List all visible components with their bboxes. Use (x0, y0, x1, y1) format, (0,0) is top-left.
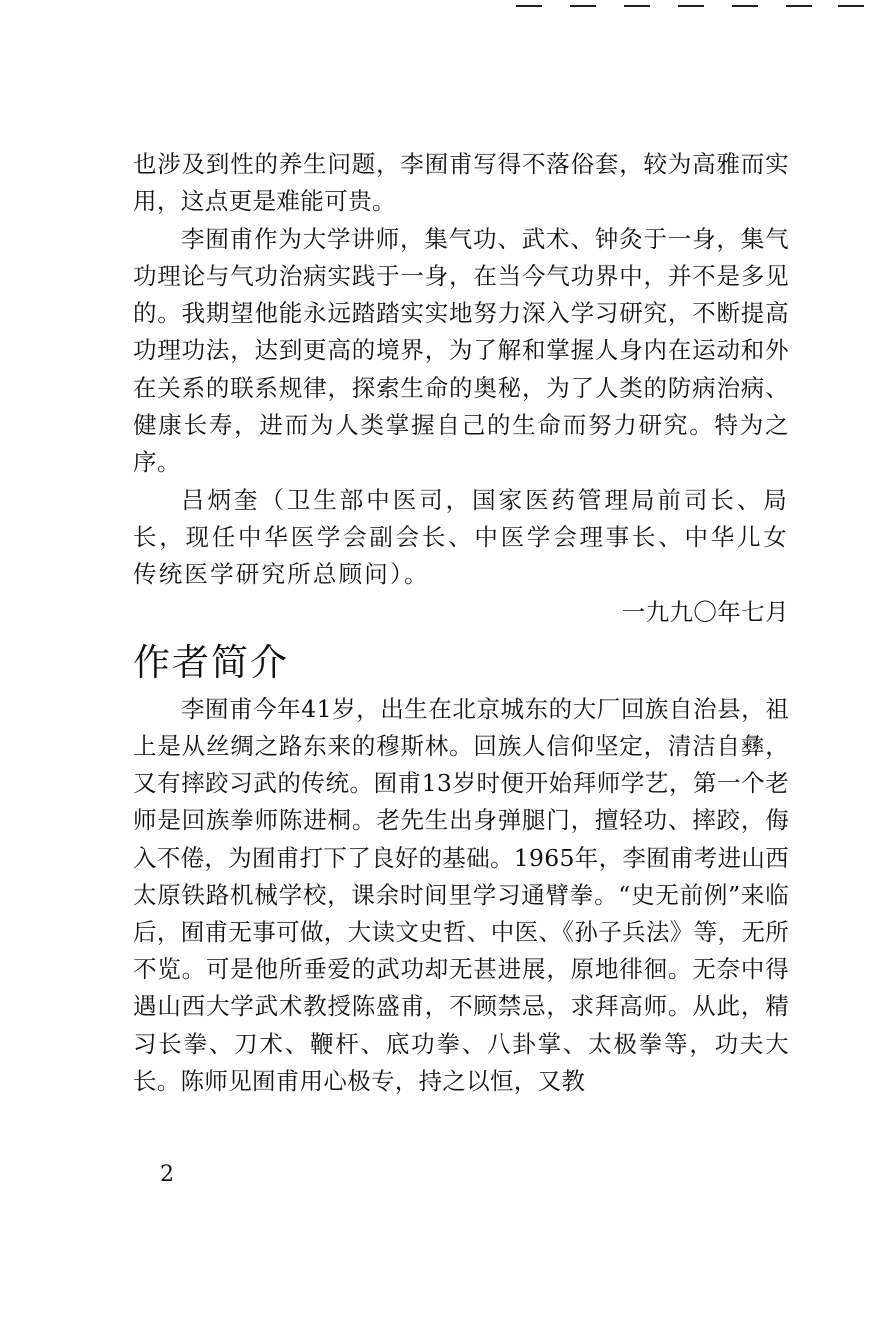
preface-section (133, 146, 789, 631)
section-heading: 作者简介 (133, 640, 289, 684)
author-intro-section (133, 637, 789, 1100)
author-intro-paragraph: 李囿甫今年41岁，出生在北京城东的大厂回族自治县，祖上是从丝绸之路东来的穆斯林。回族人信仰坚定，清洁自彝，又有摔跤习武的传统。囿甫13岁时便开始拜师学艺，第一个老师是回族拳师陈进桐。老先生出身弹腿门，擅轻功、摔跤，侮入不倦，为囿甫打下了良好的基础。1965年，李囿甫考进山西太原铁路机械学校，课余时间里学习通臂拳。“史无前例”来临后，囿甫无事可做，大读文史哲、中医、《孙子兵法》等，无所不览。可是他所垂爱的武功却无甚进展，原地徘徊。无奈中得遇山西大学武术教授陈盛甫，不顾禁忌，求拜高师。从此，精习长拳、刀术、鞭杆、底功拳、八卦掌、太极拳等，功夫大长。陈师见囿甫用心极专，持之以恒，又教 (133, 694, 790, 1095)
header-rule-dash (732, 5, 758, 7)
header-rule-dash (570, 5, 596, 7)
header-rule-dash (786, 5, 812, 7)
header-rule-marks (460, 0, 880, 12)
page-number: 2 (160, 1162, 174, 1187)
header-rule-dash (624, 5, 650, 7)
preface-signature-bio: 吕炳奎（卫生部中医司，国家医药管理局前司长、局长，现任中华医学会副会长、中医学会理事长、中华儿女传统医学研究所总顾问）。 (133, 485, 789, 589)
preface-paragraph: 也涉及到性的养生问题，李囿甫写得不落俗套，较为高雅而实用，这点更是难能可贵。 (133, 150, 789, 216)
header-rule-dash (838, 5, 864, 7)
header-rule-dash (516, 5, 542, 7)
header-rule-dash (678, 5, 704, 7)
preface-date: 一九九〇年七月 (621, 597, 789, 626)
page-body (133, 146, 789, 1100)
preface-paragraph: 李囿甫作为大学讲师，集气功、武术、钟灸于一身，集气功理论与气功治病实践于一身，在当今气功界中，并不是多见的。我期望他能永远踏踏实实地努力深入学习研究，不断提高功理功法，达到更高的境界，为了解和掌握人身内在运动和外在关系的联系规律，探索生命的奥秘，为了人类的防病治病、健康长寿，进而为人类掌握自己的生命而努力研究。特为之序。 (133, 224, 789, 477)
